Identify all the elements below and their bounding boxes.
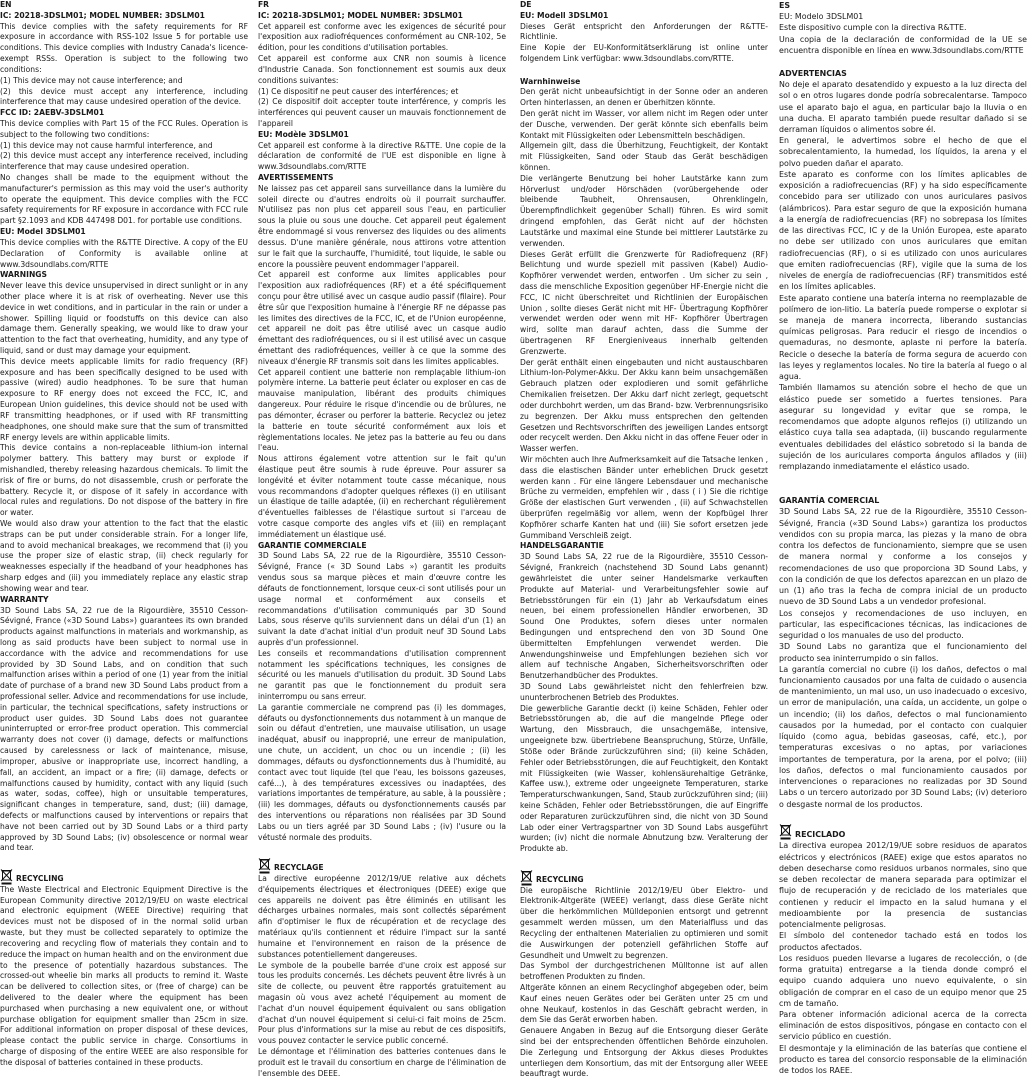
paragraph: Die verlängerte Benutzung bei hoher Lautstärke kann zum Hörverlust und/oder Hörschäden (vorübergehende oder bleibende Taubheit, Ohrensausen, Ohrenklingeln, Überempfindlichkeit gegenüber Schall) führen. Es wird somit dringend empfohlen, das Gerät nicht auf der höchsten Lautstärke und maximal eine Stunde bei mittlerer Lautstärke zu verwenden. (520, 173, 768, 248)
recycling-text (258, 874, 506, 1079)
warnings-title: AVERTISSEMENTS (258, 173, 334, 182)
recycling-heading (779, 823, 1027, 840)
eu-text (779, 22, 1027, 56)
paragraph: (2) Ce dispositif doit accepter toute interférence, y compris les interférences qui peuvent causer un mauvais fonctionnement de l'appareil (258, 97, 506, 128)
paragraph: This device complies with Part 15 of the FCC Rules. Operation is subject to the following two conditions: (0, 118, 248, 139)
paragraph: Altgeräte können an einem Recyclinghof abgegeben oder, beim Kauf eines neuen Gerätes oder bei Geräten unter 25 cm und ohne Neukauf, kostenlos in das Geschäft gebracht werden, in dem Sie das Gerät erworben haben. (520, 982, 768, 1025)
recycling-title: RECYCLAGE (274, 863, 324, 873)
paragraph: La garantie commerciale ne comprend pas (i) les dommages, défauts ou dysfonctionnements dus notamment à un manque de soin ou défaut d'entretien, une mauvaise utilisation, un usage inadéquat, abusif ou inapproprié, une erreur de manipulation, une chute, un accident, un choc ou un incendie ; (ii) les dommages, défauts ou dysfonctionnements dus à l'humidité, au contact avec tout liquide (tel que l'eau, les boissons gazeuses, café...), à des températures excessives ou inadaptées, des variations importantes de température, au sable, à la poussière ; (iii) les dommages, défauts ou dysfonctionnements causés par des interventions ou réparations non réalisées par 3D Sound Labs ou un tiers agréé par 3D Sound Labs ; (iv) l'usure ou la vétusté normale des produits. (258, 702, 506, 842)
paragraph: Den gerät nicht im Wasser, vor allem nicht im Regen oder unter der Dusche, verwenden. Der gerät könnte sich ebenfalls beim Kontakt mit Flüssigkeiten oder Lebensmitteln beschädigen. (520, 108, 768, 140)
crossed-out-wheelie-bin-icon (779, 823, 792, 840)
paragraph: Genauere Angaben in Bezug auf die Entsorgung dieser Geräte sind bei der entsprechenden öffentlichen Behörde einzuholen. Die Zerlegung und Entsorgung der Akkus dieses Produktes unterliegen dem Konsortium, das mit der Entsorgung aller WEEE beauftragt wurde. (520, 1026, 768, 1079)
paragraph: No changes shall be made to the equipment without the manufacturer's permission as this may void the user's authority to operate the equipment. This device complies with the FCC safety requirements for RF exposure in accordance with FCC rule part §2.1093 and KDB 447498 D01. for portable use conditions. (0, 173, 248, 226)
recycling-text (520, 886, 768, 1081)
paragraph: Cet appareil est conforme avec les exigences de sécurité pour l'exposition aux radiofréquences conformément au CNR-102, 5e édition, pour les conditions d'utilisation portables. (258, 21, 506, 53)
paragraph: Les conseils et recommandations d'utilisation comprennent notamment les spécifications techniques, les consignes de sécurité ou les manuels d'utilisation du produit. 3D Sound Labs ne garantit pas que le fonctionnement du produit sera ininterrompu ou sans erreur. (258, 648, 506, 701)
eu-title: EU: Modell 3DSLM01 (520, 10, 609, 20)
paragraph: El desmontaje y la eliminación de las baterías que contiene el producto es tarea del consorcio responsable de la eliminación de todos los RAEE. (779, 1043, 1027, 1076)
ic-text (258, 22, 506, 130)
column-de (520, 0, 768, 1080)
recycling-heading (520, 869, 768, 886)
paragraph: Dieses Gerät entspricht den Anforderungen der R&TTE-Richtlinie. (520, 21, 768, 42)
warnings-title: ADVERTENCIAS (779, 68, 847, 78)
warranty-text (0, 606, 248, 855)
eu-title: EU: Modèle 3DSLM01 (258, 129, 349, 139)
warranty-title: WARRANTY (0, 594, 49, 604)
paragraph: Este aparato contiene una batería interna no reemplazable de polímero de ion-litio. La batería puede romperse o explotar si se maneja de manera incorrecta, liberando sustancias químicas peligrosas. Para reducir el riesgo de incendios o quemaduras, no desmonte, aplaste ni perfore la batería. Recicle o deseche la batería de forma segura de acuerdo con las leyes y reglamentos locales. No tire la batería al fuego o al agua. (779, 293, 1027, 382)
paragraph: Die europäische Richtlinie 2012/19/EU über Elektro- und Elektronik-Altgeräte (WEEE) verlangt, dass diese Geräte nicht über die herkömmlichen Mülldeponien entsorgt und getrennt gesammelt werden müssen, um den Materialfluss und das Recycling der enthaltenen Materialien zu optimieren und somit die Auswirkungen der potenziell gefährlichen Stoffe auf Gesundheit und Umwelt zu begrenzen. (520, 885, 768, 960)
column-fr (258, 0, 506, 1079)
paragraph: Este dispositivo cumple con la directiva R&TTE. (779, 23, 967, 33)
paragraph: (1) Ce dispositif ne peut causer des interférences; et (258, 86, 459, 96)
warnings-text (520, 87, 768, 541)
paragraph: The Waste Electrical and Electronic Equipment Directive is the European Community directive 2012/19/EU on waste electrical and electronic equipment (WEEE Directive) requiring that devices must not be disposed of in the normal solid urban waste, but they must be collected separately to optimize the recovering and recycling flow of materials they contain and to reduce the impact on human health and on the environment due to the presence of potentially hazardous substances. The crossed-out wheelie bin marks all products to remind it. Waste can be delivered to collection sites, or (free of charge) can be delivered to the dealer where the equipment has been purchased when purchasing a new equivalent one, or without purchase obligation for equipment smaller than 25cm in size. For additional information on proper disposal of these devices, please contact the public service in charge. Consortiums in charge of disposing of the entire WEEE are also responsible for the disposal of batteries contained in these products. (0, 884, 248, 1067)
paragraph: 3D Sound Labs SA, 22 rue de la Rigourdière, 35510 Cesson-Sévigné, France («3D Sound Labs») guarantees its own branded products against malfunctions in materials and workmanship, as long as said products have been subject to normal use in accordance with the advice and recommendations for use provided by 3D Sound Labs, and on condition that such malfunction arises within a period of one (1) year from the initial date of purchase of a brand new 3D Sound Labs product from a professional seller. Advice and recommendations for use include, in particular, the technical specifications, safety instructions or product user guides. 3D Sound Labs does not guarantee uninterrupted or error-free product operation. This commercial warranty does not cover (i) damage, defects or malfunctions caused by carelessness or lack of maintenance, misuse, improper, abusive or inappropriate use, incorrect handling, a fall, an accident, an impact or a fire; (ii) damage, defects or malfunctions caused by humidity, contact with any liquid (such as water, sodas, coffee), high or unsuitable temperatures, significant changes in temperature, sand, dust; (iii) damage, defects or malfunctions caused by interventions or repairs that have not been carried out by 3D Sound Labs or a third party approved by 3D Sound Labs; (iv) obsolescence or normal wear and tear. (0, 605, 248, 853)
paragraph: Una copia de la declaración de conformidad de la UE se encuentra disponible en línea en www.3dsoundlabs.com/RTTE (779, 34, 1027, 55)
warranty-title: HANDELSGARANTIE (520, 541, 604, 551)
ic-text (0, 22, 248, 109)
paragraph: 3D Sound Labs SA, 22 rue de la Rigourdière, 35510 Cesson-Sévigné, Francia («3D Sound Labs») garantiza los productos vendidos con su propia marca, las piezas y la mano de obra contra los defectos de funcionamiento, siempre que se usen de manera normal y conforme a los consejos y recomendaciones de uso que proporciona 3D Sound Labs, y con la condición de que los defectos aparezcan en un plazo de un (1) año tras la fecha de compra inicial de un producto nuevo de 3D Sound Labs a un vendedor profesional. (779, 507, 1027, 607)
paragraph: Para obtener información adicional acerca de la correcta eliminación de estos dispositivos, póngase en contacto con el servicio público en cuestión. (779, 1009, 1027, 1042)
warnings-title: WARNINGS (0, 270, 47, 280)
paragraph: Los residuos pueden llevarse a lugares de recolección, o (de forma gratuita) entregarse a la tienda donde compró el equipo cuando adquiera uno nuevo equivalente, o sin obligación de comprar en el caso de un equipo menor que 25 cm de tamaño. (779, 953, 1027, 1008)
paragraph: La garantía comercial no cubre (i) los daños, defectos o mal funcionamiento causados por una falta de cuidado o ausencia de mantenimiento, un mal uso, un uso inadecuado o excesivo, un error de manipulación, una caída, un accidente, un golpe o un incendio; (ii) los daños, defectos o mal funcionamiento causados por la humedad, por el contacto con cualquier líquido (como agua, bebidas gaseosas, café, etc.), por temperaturas excesivas o no aptas, por variaciones importantes de temperatura, por la arena, por el polvo; (iii) los daños, defectos o mal funcionamiento causados por intervenciones o reparaciones no realizadas por 3D Sound Labs o un tercero autorizado por 3D Sound Labs; (iv) deterioro o desgaste normal de los productos. (779, 664, 1027, 809)
warranty-title: GARANTIE COMMERCIALE (258, 540, 367, 550)
recycling-text (0, 885, 248, 1069)
warranty-text (779, 506, 1027, 809)
paragraph: Allgemein gilt, dass die Überhitzung, Feuchtigkeit, der Kontakt mit Flüssigkeiten, Sand oder Staub das Gerät beschädigen können. (520, 141, 768, 173)
paragraph: Das Symbol der durchgestrichenen Mülltonne ist auf allen betroffenen Produkten zu finden. (520, 961, 768, 982)
paragraph: Dieses Gerät erfüllt die Grenzwerte für Radiofrequenz (RF) Belichtung und wurde speziell mit passiven (Kabel) Audio- Kopfhörer verwendet werden, entworfen . Um sicher zu sein , dass die menschliche Exposition gegenüber HF-Energie nicht die FCC, IC nicht überschreitet und Richtlinien der Europäischen Union , sollte dieses Gerät nicht mit HF- Übertragung Kopfhörer verwendet werden oder wenn mit HF- Kopfhörer Übertragen wird, sollte man darauf achten, dass die Summe der übertragenen RF Energieniveaus innerhalb geltenden Grenzwerte. (520, 249, 768, 356)
paragraph: Cet appareil est conforme aux limites applicables pour l'exposition aux radiofréquences (RF) et a été spécifiquement conçu pour être utilisé avec un casque audio passif (filaire). Pour être sûr que l'exposition humaine à l'énergie RF ne dépasse pas les limites des directives de la FCC, IC, et de l'Union européenne, cet appareil ne doit pas être utilisé avec un casque audio émettant des radiofréquences, ou si il est utilisé avec un casque émettant des radiofréquences, veiller à ce que la somme des niveaux d'énergie RF transmis soit dans les limites applicables. (258, 270, 506, 366)
paragraph: Este aparato es conforme con los límites aplicables de exposición a radiofrecuencias (RF) y ha sido específicamente concebido para ser utilizado con unos auriculares pasivos (alámbricos). Para estar seguro de que la exposición humana a la energía de radiofrecuencias (RF) no sobrepasa los límites de las directivas FCC, IC y de la Unión Europea, este aparato no debe ser utilizado con unos auriculares que emitan radiofrecuencias (RF), o si es utilizado con unos auriculares que emiten radiofrecuencias (RF), vigile que la suma de los niveles de energía de radiofrecuencias (RF) transmitidos esté en los límites aplicables. (779, 169, 1027, 292)
column-en (0, 0, 248, 1069)
paragraph: This device contains a non-replaceable lithium-ion internal polymer battery. This battery may burst or explode if mishandled, thereby releasing hazardous chemicals. To limit the risk of fire or burns, do not disassemble, crush or perforate the battery. Recycle it, or dispose of it safely in accordance with local rules and regulations. Do not dispose of the battery in fire or water. (0, 443, 248, 518)
paragraph: Ne laissez pas cet appareil sans surveillance dans la lumière du soleil directe ou d'autres endroits où il pourrait surchauffer. N'utilisez pas non plus cet appareil sous l'eau, en particulier sous la pluie ou sous une douche. Cet appareil peut également être endommagé si vous renversez des liquides ou des aliments dessus. D'une manière générale, nous attirons votre attention sur le fait que la surchauffe, l'humidité, tout liquide, le sable ou encore la poussière peuvent endommager l'appareil. (258, 183, 506, 269)
recycling-heading (0, 868, 248, 885)
lang-label: EN (0, 0, 12, 9)
fcc-title: FCC ID: 2AEBV-3DSLM01 (0, 108, 105, 118)
paragraph: También llamamos su atención sobre el hecho de que un elástico puede ser sometido a fuertes tensiones. Para asegurar su longevidad y evitar que se rompa, le recomendamos que adopte algunos reflejos (i) utilizando un elástico cuya talla sea adaptada, (ii) buscando regularmente eventuales debilidades del elástico sobretodo si la banda de sujeción de los auriculares comporta ángulos afilados y (iii) remplazando inmediatamente el elástico usado. (779, 383, 1027, 472)
paragraph: Cet appareil est conforme à la directive R&TTE. Une copie de la déclaration de conformité de l'UE est disponible en ligne à www.3dsoundlabs.com/RTTE (258, 140, 506, 172)
eu-title: EU: Modelo 3DSLM01 (779, 12, 864, 22)
warranty-text (258, 551, 506, 843)
warnings-text (779, 79, 1027, 472)
warnings-text (0, 281, 248, 595)
recycling-text (779, 840, 1027, 1076)
paragraph: Eine Kopie der EU-Konformitätserklärung ist online unter folgendem Link verfügbar: www.3dsoundlabs.com/RTTE. (520, 43, 768, 64)
eu-text (520, 22, 768, 65)
warnings-title: Warnhinweise (520, 76, 581, 86)
paragraph: This device meets applicable limits for radio frequency (RF) exposure and has been specifically designed to be used with passive (wired) audio headphones. To be sure that human exposure to RF energy does not exceed the FCC, IC, and European Union guidelines, this device should not be used with RF transmitting headphones, or if used with RF transmitting headphones, one should make sure that the sum of transmitted RF energy levels are within applicable limits. (0, 356, 248, 442)
lang-label: ES (779, 1, 791, 10)
paragraph: (1) This device may not cause interference; and (0, 75, 183, 85)
paragraph: This device complies with the R&TTE Directive. A copy of the EU Declaration of Conformity is available online at www.3dsoundlabs.com/RTTE (0, 237, 248, 269)
recycling-heading (258, 857, 506, 874)
paragraph: (2) this device must accept any interference, including interference that may cause undesired operation of the device. (0, 86, 248, 107)
paragraph: Le symbole de la poubelle barrée d'une croix est apposé sur tous les produits concernés. Les déchets peuvent être livrés à un site de collecte, ou peuvent être rapportés gratuitement au magasin où vous avez acheté l'équipement au moment de l'achat d'un nouvel équipement équivalent ou sans obligation d'achat d'un nouvel équipement si celui-ci fait moins de 25cm. Pour plus d'informations sur la mise au rebut de ces dispositifs, vous pouvez contacter le service public concerné. (258, 960, 506, 1046)
crossed-out-wheelie-bin-icon (0, 868, 13, 885)
paragraph: (1) this device may not cause harmful interference, and (0, 140, 213, 150)
paragraph: Der gerät enthält einen eingebauten und nicht austauschbaren Lithium-Ion-Polymer-Akku. Der Akku kann beim unsachgemäßen Gebrauch platzen oder explodieren und somit gefährliche Chemikalien freisetzen. Der Akku darf nicht zerlegt, gequetscht oder durchbohrt werden, um das Brand- bzw. Verbrennungsrisiko zu begrenzen. Der Akku muss entsprechen den geltenden Gesetzen und Rechtsvorschriften des jeweiligen Landes entsorgt oder recycelt werden. Den Akku nicht in das offene Feuer oder in Wasser werfen. (520, 357, 768, 454)
paragraph: 3D Sound Labs SA, 22 rue de la Rigourdière, 35510 Cesson-Sévigné, France (« 3D Sound Labs ») garantit les produits vendus sous sa marque pièces et main d'œuvre contre les défauts de fonctionnement, lorsque ceux-ci sont utilisés pour un usage normal et conformément aux conseils et recommandations d'utilisation communiqués par 3D Sound Labs, sous réserve qu'ils surviennent dans un délai d'un (1) an suivant la date d'achat initial d'un produit neuf 3D Sound Labs auprès d'un professionnel. (258, 551, 506, 647)
paragraph: El símbolo del contenedor tachado está en todos los productos afectados. (779, 931, 1027, 952)
eu-text (0, 238, 248, 270)
warranty-title: GARANTÍA COMERCIAL (779, 496, 880, 506)
paragraph: Nous attirons également votre attention sur le fait qu'un élastique peut être soumis à rude épreuve. Pour assurer sa longévité et éviter notamment toute casse mécanique, nous vous recommandons d'adopter quelques réflexes (i) en utilisant un élastique de taille adaptée, (ii) en recherchant régulièrement d'éventuelles faiblesses de l'élastique surtout si l'arceau de votre casque comporte des angles vifs et (iii) en remplaçant immédiatement un élastique usé. (258, 454, 506, 539)
crossed-out-wheelie-bin-icon (258, 857, 271, 874)
recycling-title: RECYCLING (16, 874, 64, 884)
paragraph: Den gerät nicht unbeaufsichtigt in der Sonne oder an anderen Orten hinterlassen, an denen er überhitzen könnte. (520, 87, 768, 108)
eu-title: EU: Model 3DSLM01 (0, 227, 86, 237)
paragraph: 3D Sound Labs SA, 22 rue de la Rigourdière, 35510 Cesson-Sévigné, Frankreich (nachstehend 3D Sound Labs genannt) gewährleistet die unter seiner Handelsmarke verkauften Produkte auf Material- und Verarbeitungsfehler sowie auf Betriebsstörungen für ein (1) Jahr ab Verkaufsdatum eines neuen, bei einem professionellen Händler erworbenen, 3D Sound One Produktes, sofern dieses unter normalen Bedingungen und entsprechend den von 3D Sound One übermittelten Empfehlungen verwendet werden. Die Anwendungshinweise und Empfehlungen beziehen sich vor allem auf technische Angaben, Sicherheitsvorschriften oder Benutzerhandbücher des Produktes. (520, 552, 768, 681)
paragraph: La directiva europea 2012/19/UE sobre residuos de aparatos eléctricos y electrónicos (RAEE) exige que estos aparatos no deben desecharse como residuos urbanos normales, sino que se deben recolectar de manera separada para optimizar el flujo de recuperación y de reciclado de los materiales que contienen y reducir el impacto en la salud humana y el medioambiente por la presencia de sustancias potencialmente peligrosas. (779, 841, 1027, 930)
paragraph: Cet appareil contient une batterie non remplaçable lithium-ion polymère interne. La batterie peut éclater ou exploser en cas de mauvaise manipulation, libérant des produits chimiques dangereux. Pour réduire le risque d'incendie ou de brûlures, ne pas démonter, écraser ou perforer la batterie. Recyclez ou jetez la batterie en toute sécurité conformément aux lois et règlementations locales. Ne jetez pas la batterie au feu ou dans l'eau. (258, 367, 506, 453)
paragraph: 3D Sound Labs gewährleistet nicht den fehlerfreien bzw. ununterbrochenen Betrieb des Produktes. (520, 682, 768, 702)
warranty-text (520, 552, 768, 855)
paragraph: This device complies with the safety requirements for RF exposure in accordance with RSS-102 Issue 5 for portable use conditions. This device complies with Industry Canada's licence-exempt RSSs. Operation is subject to the following two conditions: (0, 21, 248, 74)
eu-text (258, 141, 506, 173)
lang-label: DE (520, 0, 532, 9)
paragraph: Wir möchten auch Ihre Aufmerksamkeit auf die Tatsache lenken , dass die elastischen Bänder unter erheblichen Druck gesetzt werden kann . Für eine längere Lebensdauer und mechanische Brüche zu vermeiden, empfehlen wir , dass ( i ) Sie die richtige Größe der elastischen Gurt verwenden , (ii) auf Schwachstellen überprüfen regelmäßig vor allem, wenn der Kopfbügel Ihrer Kopfhörer scharfe Kanten hat und (iii) Sie sofort ersetzen jede Gummiband Verschleiß zeigt. (520, 454, 768, 540)
crossed-out-wheelie-bin-icon (520, 869, 533, 886)
recycling-title: RECICLADO (795, 830, 846, 840)
ic-title: IC: 20218-3DSLM01; MODEL NUMBER: 3DSLM01 (258, 10, 463, 20)
paragraph: Never leave this device unsupervised in direct sunlight or in any other place where it is at risk of overheating. Never use this device in wet conditions, and in particular in the rain or under a shower. Spilling liquid or foodstuffs on this device can also damage them. Generally speaking, we would like to draw your attention to the fact that overheating, humidity, and any type of liquid, sand or dust may damage your equipment. (0, 281, 248, 355)
lang-label: FR (258, 0, 270, 9)
paragraph: We would also draw your attention to the fact that the elastic straps can be put under considerable strain. For a longer life, and to avoid mechanical breakages, we recommend that (i) you use the proper size of elastic strap, (ii) check regularly for weaknesses especially if the headband of your headphones has sharp edges and (iii) you immediately replace any elastic strap showing wear and tear. (0, 519, 248, 593)
recycling-title: RECYCLING (536, 874, 584, 884)
paragraph: Le démontage et l'élimination des batteries contenues dans le produit est le travail du consortium en charge de l'élimination de l'ensemble des DEEE. (258, 1047, 506, 1078)
fcc-text (0, 119, 248, 227)
paragraph: 3D Sound Labs no garantiza que el funcionamiento del producto sea ininterrumpido o sin fallos. (779, 642, 1027, 663)
paragraph: No deje el aparato desatendido y expuesto a la luz directa del sol o en otros lugares donde podría sobrecalentarse. Tampoco use el aparato bajo el agua, en particular bajo la lluvia o en una ducha. El aparato también puede resultar dañado si se derraman líquidos o alimentos sobre él. (779, 80, 1027, 134)
ic-title: IC: 20218-3DSLM01; MODEL NUMBER: 3DSLM01 (0, 10, 205, 20)
paragraph: En general, le advertimos sobre el hecho de que el sobrecalentamiento, la humedad, los líquidos, la arena y el polvo pueden dañar el aparato. (779, 136, 1027, 168)
warnings-text (258, 184, 506, 541)
paragraph: (2) this device must accept any interference received, including interference that may cause undesired operation. (0, 151, 248, 172)
paragraph: La directive européenne 2012/19/UE relative aux déchets d'équipements électriques et électroniques (DEEE) exige que ces appareils ne doivent pas être éliminés en utilisant les décharges urbaines normales, mais sont collectés séparément afin d'optimiser le flux de récupération et de recyclage des matériaux qu'ils contiennent et réduire l'impact sur la santé humaine et l'environnement en raison de la présence de substances potentiellement dangereuses. (258, 874, 506, 959)
paragraph: Die gewerbliche Garantie deckt (i) keine Schäden, Fehler oder Betriebsstörungen ab, die auf die mangelnde Pflege oder Wartung, den Missbrauch, die unsachgemäße, intensive, ungeeignete bzw. übertriebene Beanspruchung, Stürze, Unfälle, Stöße oder Brände zurückzuführen sind; (ii) keine Schäden, Fehler oder Betriebsstörungen, die auf Feuchtigkeit, den Kontakt mit Flüssigkeiten (wie Wasser, kohlensäurehaltige Getränke, Kaffee usw.), extreme oder ungeeignete Temperaturen, starke Temperaturschwankungen, Sand, Staub zurückzuführen sind; (iii) keine Schäden, Fehler oder Betriebsstörungen, die auf Eingriffe oder Reparaturen zurückzuführen sind, die nicht von 3D Sound Lab oder einer Vertragspartner von 3D Sound Labs ausgeführt wurden; (iv) nicht die normale Abnutzung bzw. Veralterung der Produkte ab. (520, 703, 768, 854)
paragraph: Cet appareil est conforme aux CNR non soumis à licence d'Industrie Canada. Son fonctionnement est soumis aux deux conditions suivantes: (258, 54, 506, 85)
column-es (779, 0, 1027, 1076)
paragraph: Los consejos y recomendaciones de uso incluyen, en particular, las especificaciones técnicas, las indicaciones de seguridad o los manuales de uso del producto. (779, 608, 1027, 641)
